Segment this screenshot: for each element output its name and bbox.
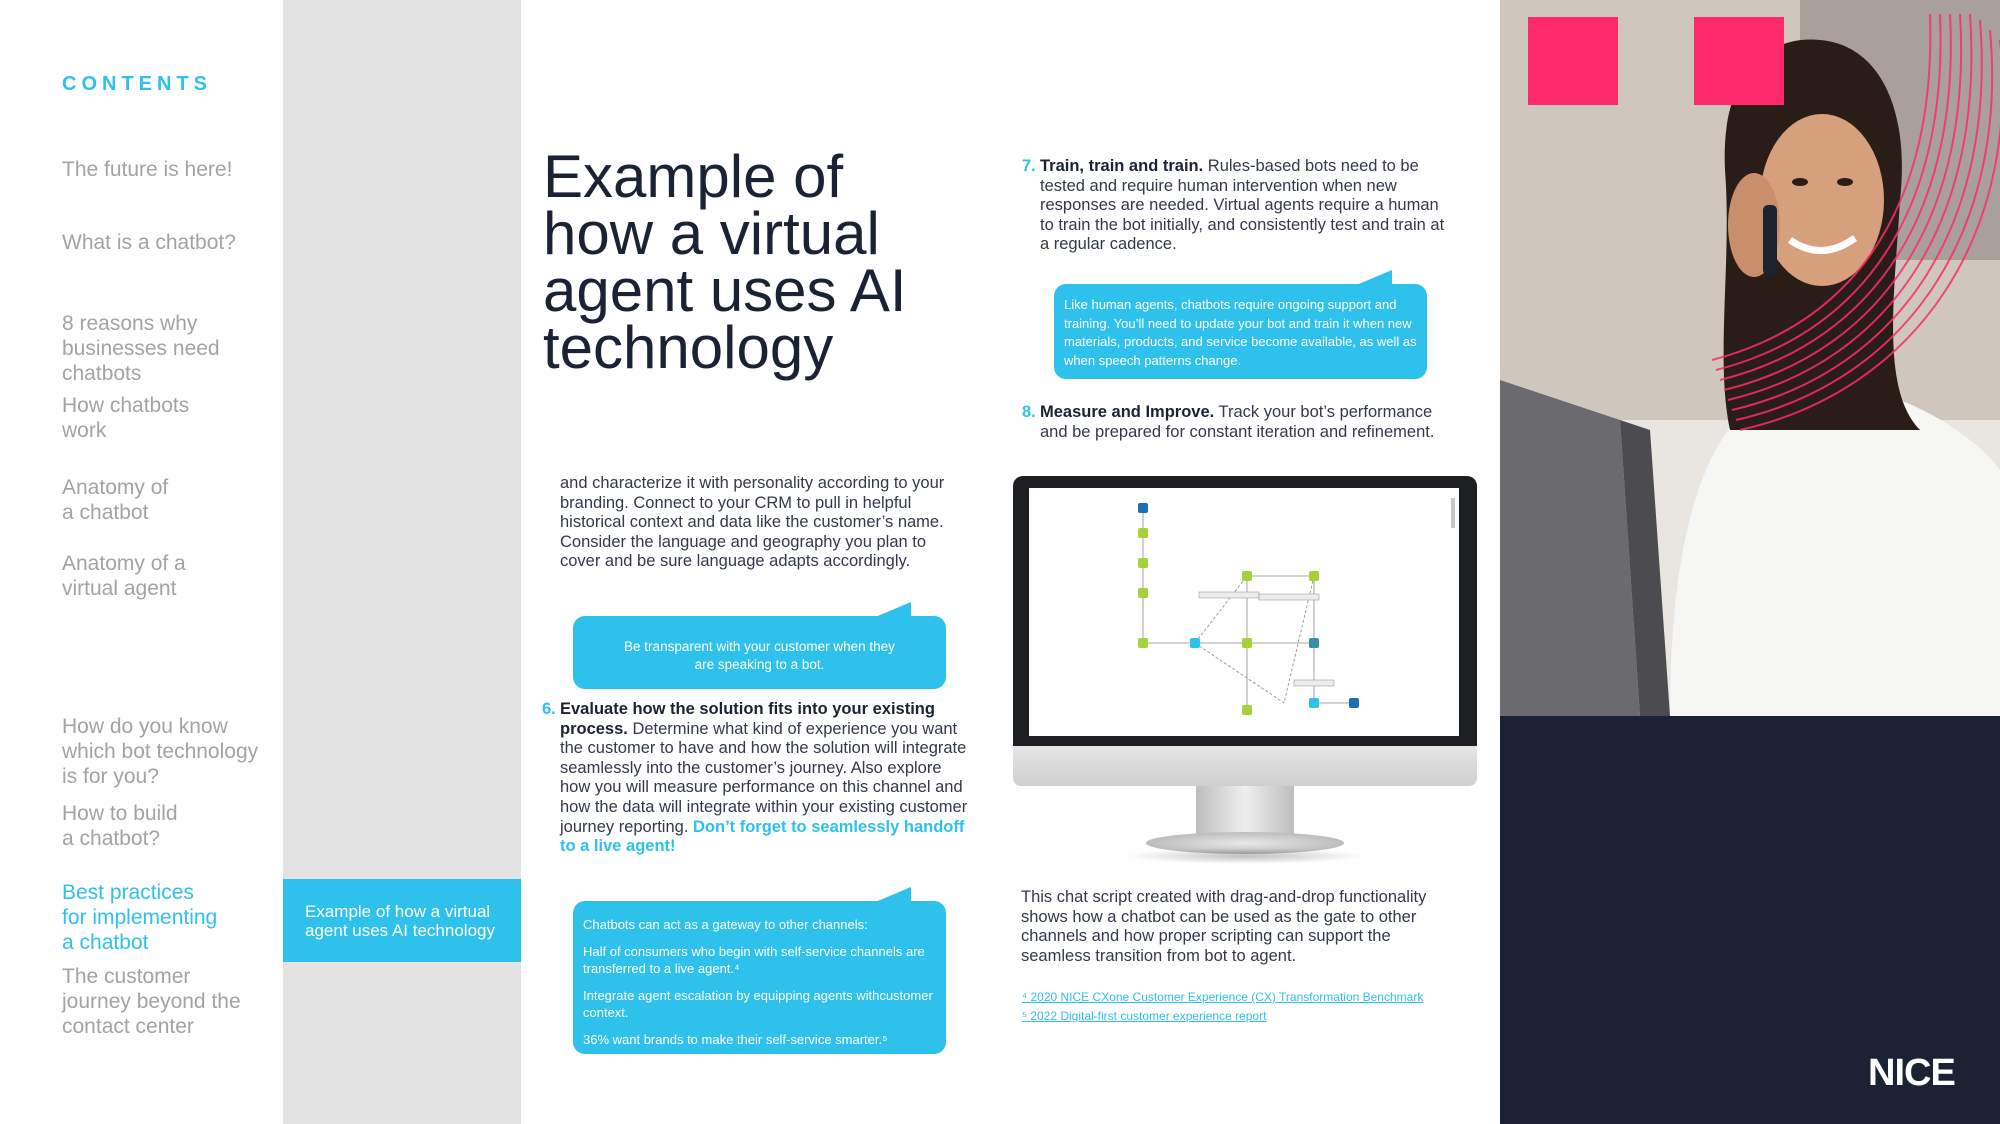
callout-tail <box>1354 270 1392 286</box>
callout-gateway-point: Half of consumers who begin with self-service channels are transferred to a live agent.⁴ <box>583 944 925 976</box>
step-6 <box>542 700 970 857</box>
callout-transparent-text: Be transparent with your customer when they are speaking to a bot. <box>624 639 895 672</box>
toc-item-which-bot-technology[interactable]: How do you know which bot technology is for you? <box>62 715 259 788</box>
toc-item-anatomy-virtual-agent[interactable]: Anatomy of a virtual agent <box>62 552 186 600</box>
step-8-heading: Measure and Improve. <box>1040 403 1215 421</box>
callout-training <box>1054 284 1427 379</box>
flow-diagram-svg <box>1029 488 1459 736</box>
page-title: Example of how a virtual agent uses AI technology <box>543 143 907 381</box>
callout-gateway-point: Integrate agent escalation by equipping agents withcustomer context. <box>583 988 933 1020</box>
callout-training-text: Like human agents, chatbots require ongoing support and training. You’ll need to update your bot and train it when new materials, products, and service become available, as well as when speech patterns change. <box>1064 297 1417 368</box>
chat-script-flow-diagram <box>1029 488 1459 736</box>
toc-item-customer-journey[interactable]: The customer journey beyond the contact center <box>62 965 241 1038</box>
callout-tail <box>873 887 911 903</box>
monitor-chin <box>1013 746 1477 786</box>
monitor-shadow <box>1126 848 1364 864</box>
step-7-body: Rules-based bots need to be tested and require human intervention when new responses are needed. Virtual agents require a human to train the bot initially, and consistently test and train at a regular cadence. <box>1040 157 1445 254</box>
callout-gateway-point: 36% want brands to make their self-service smarter.⁵ <box>583 1032 888 1047</box>
toc-item-future[interactable]: The future is here! <box>62 158 233 181</box>
callout-gateway <box>573 901 946 1054</box>
footnote-5-link[interactable]: ⁵ 2022 Digital-first customer experience report <box>1022 1009 1267 1023</box>
step-8-body: Track your bot’s performance and be prepared for constant iteration and refinement. <box>1040 403 1435 441</box>
intro-paragraph: and characterize it with personality according to your branding. Connect to your CRM to pull in helpful historical context and data like the customer’s name. Consider the language and geography you plan to cover and be sure language adapts accordingly. <box>560 474 945 571</box>
toc-item-best-practices[interactable]: Best practices for implementing a chatbot <box>62 881 218 954</box>
toc-item-what-is-chatbot[interactable]: What is a chatbot? <box>62 231 236 254</box>
monitor-image <box>1013 476 1477 876</box>
toc-item-how-chatbots-work[interactable]: How chatbots work <box>62 394 190 442</box>
callout-gateway-heading: Chatbots can act as a gateway to other channels: <box>583 917 868 932</box>
step-6-cta: Don’t forget to seamlessly handoff to a live agent! <box>560 817 965 856</box>
monitor-stand <box>1196 786 1294 838</box>
step-7-heading: Train, train and train. <box>1040 157 1204 175</box>
hero-photo-illustration <box>1500 0 2000 716</box>
callout-tail <box>873 602 911 618</box>
diagram-caption: This chat script created with drag-and-drop functionality shows how a chatbot can be used as the gate to other channels and how proper scripting can support the seamless transition from bot to agent. <box>1021 888 1427 965</box>
nice-logo: NICE <box>1868 1052 1955 1094</box>
step-6-body: Determine what kind of experience you want the customer to have and how the solution will integrate seamlessly into the customer’s journey. Also explore how you will measure performance on this channel and how the data will integrate within your existing customer journey reporting. <box>560 719 968 836</box>
step-6-number: 6. <box>542 700 556 718</box>
step-8-number: 8. <box>1022 403 1036 421</box>
toc-item-8-reasons[interactable]: 8 reasons why businesses need chatbots <box>62 312 220 385</box>
table-of-contents <box>0 0 283 1124</box>
toc-item-anatomy-chatbot[interactable]: Anatomy of a chatbot <box>62 476 169 524</box>
step-6-heading: Evaluate how the solution fits into your existing process. <box>560 700 935 738</box>
step-7-number: 7. <box>1022 157 1036 175</box>
toc-item-how-to-build[interactable]: How to build a chatbot? <box>62 802 178 850</box>
callout-transparent <box>573 616 946 689</box>
step-8 <box>1022 403 1450 442</box>
toc-heading: CONTENTS <box>62 73 212 95</box>
footnote-4-link[interactable]: ⁴ 2020 NICE CXone Customer Experience (CX) Transformation Benchmark <box>1022 990 1424 1004</box>
hero-photo-woman-on-phone <box>1500 0 2000 716</box>
subnav-item-example-virtual-agent[interactable]: Example of how a virtual agent uses AI technology <box>283 879 521 962</box>
step-7 <box>1022 157 1450 255</box>
